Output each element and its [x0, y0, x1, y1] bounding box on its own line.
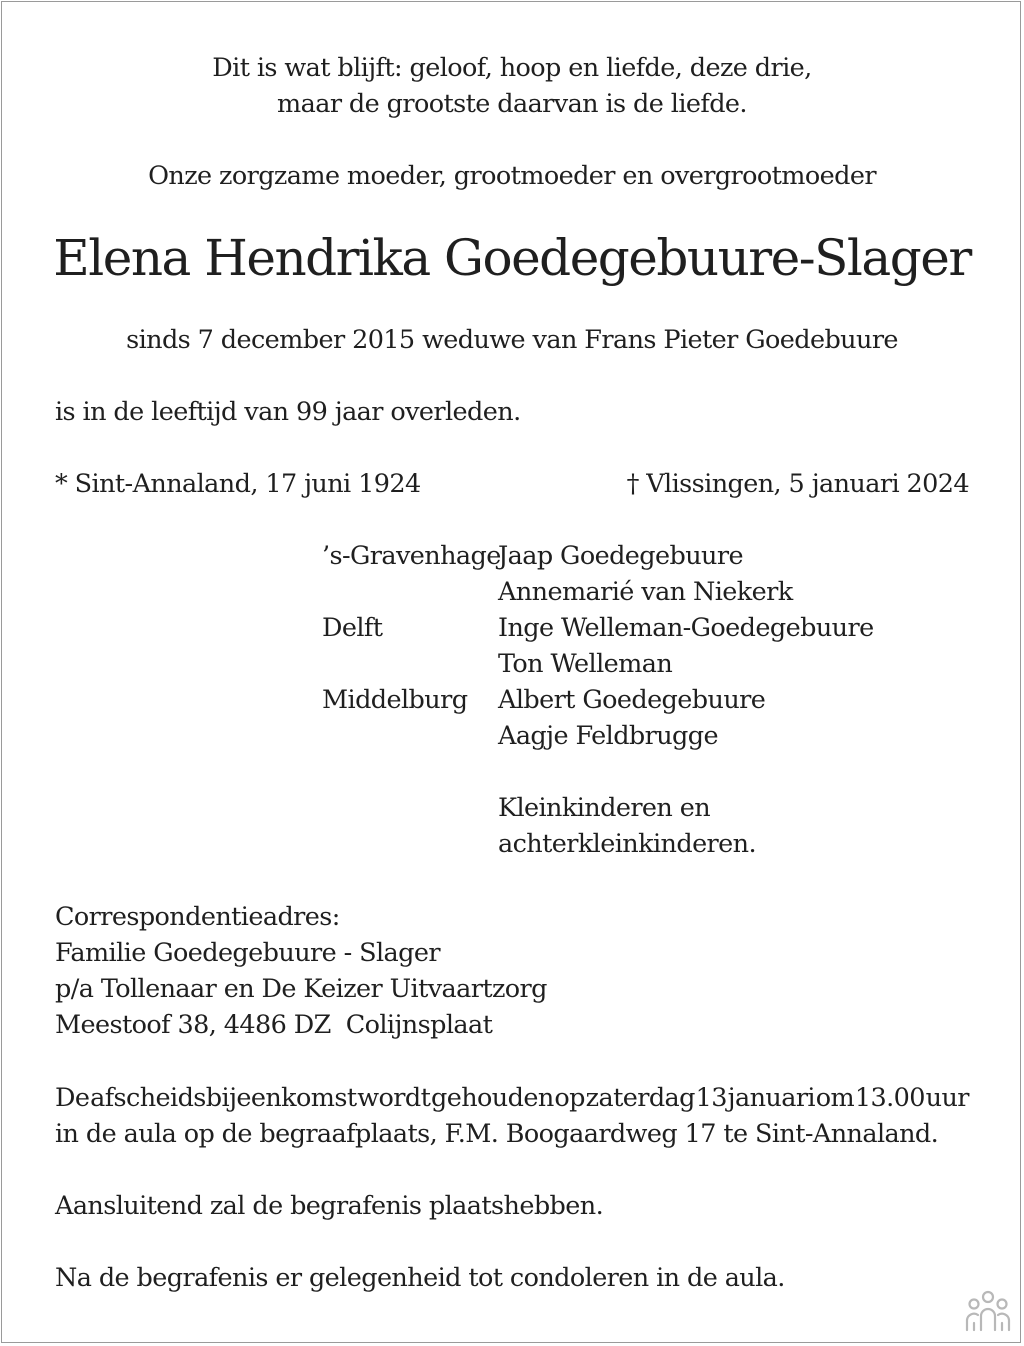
- ceremony-word: zaterdag: [585, 1083, 695, 1113]
- ceremony-word: afscheidsbijeenkomst: [90, 1083, 357, 1113]
- family-name: Jaap Goedegebuure: [498, 541, 743, 571]
- family-logo-icon: [962, 1290, 1014, 1332]
- ceremony-word: De: [55, 1083, 90, 1113]
- verse-line-2: maar de grootste daarvan is de liefde.: [277, 89, 747, 119]
- family-name: Aagje Feldbrugge: [498, 721, 718, 751]
- ceremony-word: januari: [727, 1083, 815, 1113]
- ceremony-line-1: [55, 1080, 969, 1116]
- family-name: Albert Goedegebuure: [498, 685, 766, 715]
- intro-line: Onze zorgzame moeder, grootmoeder en overgrootmoeder: [148, 161, 876, 191]
- family-place: ’s-Gravenhage: [322, 541, 501, 571]
- ceremony-word: 13.00: [854, 1083, 925, 1113]
- ceremony-word: om: [815, 1083, 855, 1113]
- birth-line: * Sint-Annaland, 17 juni 1924: [55, 469, 421, 499]
- address-line-1: Familie Goedegebuure - Slager: [55, 938, 440, 968]
- ceremony-word: uur: [925, 1083, 969, 1113]
- family-name: Annemarié van Niekerk: [498, 577, 793, 607]
- family-name: Inge Welleman-Goedegebuure: [498, 613, 874, 643]
- verse-line-1: Dit is wat blijft: geloof, hoop en liefde, deze drie,: [212, 53, 812, 83]
- grandchildren-line-1: Kleinkinderen en: [498, 793, 711, 823]
- address-heading: Correspondentieadres:: [55, 902, 340, 932]
- widow-line: sinds 7 december 2015 weduwe van Frans Pieter Goedebuure: [126, 325, 898, 355]
- ceremony-word: gehouden: [431, 1083, 554, 1113]
- condolence-line: Na de begrafenis er gelegenheid tot condoleren in de aula.: [55, 1263, 785, 1293]
- ceremony-word: op: [554, 1083, 585, 1113]
- address-line-3: Meestoof 38, 4486 DZ Colijnsplaat: [55, 1010, 493, 1040]
- ceremony-line-2: in de aula op de begraafplaats, F.M. Boogaardweg 17 te Sint-Annaland.: [55, 1119, 939, 1149]
- family-place: Middelburg: [322, 685, 468, 715]
- grandchildren-line-2: achterkleinkinderen.: [498, 829, 756, 859]
- age-line: is in de leeftijd van 99 jaar overleden.: [55, 397, 521, 427]
- family-name: Ton Welleman: [498, 649, 673, 679]
- deceased-name: Elena Hendrika Goedegebuure-Slager: [53, 229, 971, 287]
- family-place: Delft: [322, 613, 383, 643]
- burial-line: Aansluitend zal de begrafenis plaatshebben.: [55, 1191, 604, 1221]
- death-line: † Vlissingen, 5 januari 2024: [626, 469, 969, 499]
- address-line-2: p/a Tollenaar en De Keizer Uitvaartzorg: [55, 974, 547, 1004]
- ceremony-word: wordt: [357, 1083, 431, 1113]
- ceremony-word: 13: [695, 1083, 727, 1113]
